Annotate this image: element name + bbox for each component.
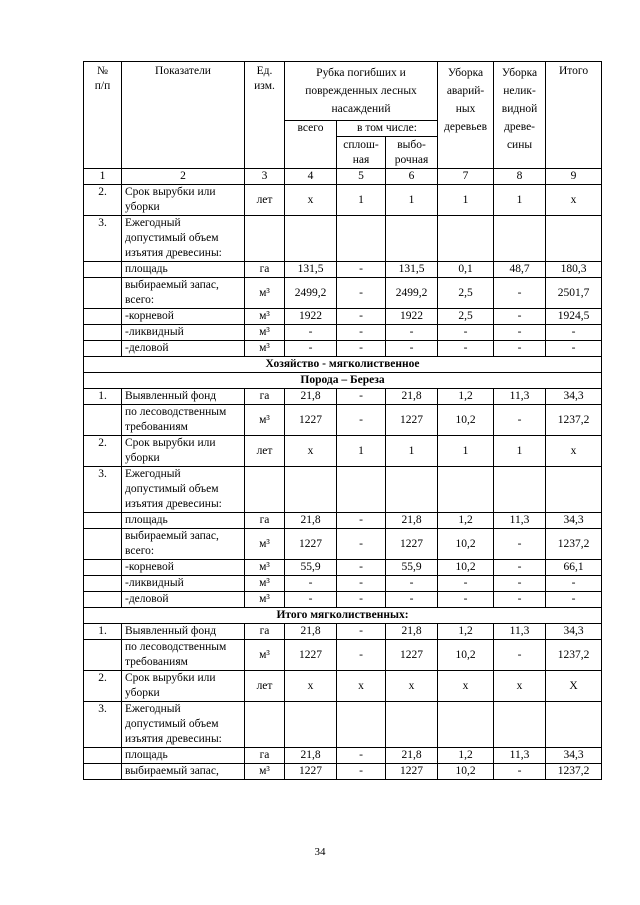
row-label: Выявленный фонд	[122, 389, 245, 405]
row-value: 34,3	[546, 513, 602, 529]
row-value: -	[494, 529, 546, 560]
table-row	[84, 278, 602, 309]
row-value: -	[494, 592, 546, 608]
row-value: 66,1	[546, 560, 602, 576]
row-unit	[245, 702, 285, 748]
row-label: выбираемый запас, всего:	[122, 529, 245, 560]
row-value	[386, 702, 438, 748]
row-label: -деловой	[122, 341, 245, 357]
col-clear-header: сплош-ная	[337, 137, 386, 169]
row-value	[494, 467, 546, 513]
row-unit	[245, 216, 285, 262]
row-unit: м³	[245, 576, 285, 592]
table-row	[84, 576, 602, 592]
row-number	[84, 405, 122, 436]
row-value: 1227	[285, 764, 337, 780]
row-unit: м³	[245, 278, 285, 309]
row-unit: га	[245, 748, 285, 764]
row-value: 1227	[386, 405, 438, 436]
row-value: 1922	[285, 309, 337, 325]
row-value: 11,3	[494, 624, 546, 640]
row-value: -	[337, 592, 386, 608]
row-value: 0,1	[438, 262, 494, 278]
row-value: х	[285, 671, 337, 702]
row-label: -корневой	[122, 309, 245, 325]
row-value: 2,5	[438, 309, 494, 325]
row-value: -	[337, 560, 386, 576]
row-value: 21,8	[285, 513, 337, 529]
row-value	[337, 216, 386, 262]
col-number-cell: 1	[84, 169, 122, 185]
col-incl-header: в том числе:	[337, 121, 438, 137]
row-value	[494, 216, 546, 262]
table-row	[84, 513, 602, 529]
row-value: 1,2	[438, 748, 494, 764]
table-row	[84, 309, 602, 325]
row-value: 10,2	[438, 640, 494, 671]
row-value: 1237,2	[546, 405, 602, 436]
table-row	[84, 640, 602, 671]
col-number-cell: 8	[494, 169, 546, 185]
row-value	[546, 702, 602, 748]
row-value: 21,8	[285, 624, 337, 640]
row-value: х	[438, 671, 494, 702]
row-number	[84, 309, 122, 325]
row-number: 2.	[84, 436, 122, 467]
col-emergency-header: Уборка аварий-ных деревьев	[438, 62, 494, 169]
row-value: -	[438, 576, 494, 592]
row-value: -	[546, 592, 602, 608]
row-value: 1,2	[438, 513, 494, 529]
row-number	[84, 764, 122, 780]
col-felling-header: Рубка погибших и поврежденных лесных насаждений	[285, 62, 438, 121]
row-unit: лет	[245, 185, 285, 216]
row-value: -	[337, 341, 386, 357]
page-number: 34	[314, 846, 326, 858]
row-value: -	[494, 278, 546, 309]
row-number: 3.	[84, 216, 122, 262]
row-value: 1	[438, 436, 494, 467]
row-value: 10,2	[438, 405, 494, 436]
row-unit: м³	[245, 341, 285, 357]
table-row	[84, 671, 602, 702]
row-value: 131,5	[285, 262, 337, 278]
row-number	[84, 576, 122, 592]
row-value: 1	[337, 436, 386, 467]
row-unit: м³	[245, 560, 285, 576]
row-unit: м³	[245, 309, 285, 325]
row-value: Х	[546, 671, 602, 702]
row-value: -	[337, 576, 386, 592]
row-value: 21,8	[386, 513, 438, 529]
row-value: 1227	[386, 529, 438, 560]
row-value: -	[337, 640, 386, 671]
row-number: 1.	[84, 624, 122, 640]
table-row	[84, 624, 602, 640]
row-value: 48,7	[494, 262, 546, 278]
table-row	[84, 262, 602, 278]
row-unit: м³	[245, 592, 285, 608]
row-value: 2499,2	[285, 278, 337, 309]
row-label: Ежегодный допустимый объем изъятия древесины:	[122, 467, 245, 513]
row-value: 1	[386, 436, 438, 467]
row-label: по лесоводственным требованиям	[122, 405, 245, 436]
row-value	[546, 467, 602, 513]
row-value: -	[337, 764, 386, 780]
row-value: -	[494, 640, 546, 671]
col-number-cell: 3	[245, 169, 285, 185]
row-value	[438, 467, 494, 513]
row-value: 34,3	[546, 748, 602, 764]
row-value: 1,2	[438, 389, 494, 405]
row-value: -	[386, 341, 438, 357]
row-value: -	[337, 278, 386, 309]
table-row	[84, 592, 602, 608]
row-value: 2,5	[438, 278, 494, 309]
col-number-cell: 9	[546, 169, 602, 185]
row-value: х	[337, 671, 386, 702]
row-unit: м³	[245, 405, 285, 436]
row-value: -	[337, 309, 386, 325]
row-label: площадь	[122, 748, 245, 764]
row-value: -	[494, 325, 546, 341]
row-value: 10,2	[438, 529, 494, 560]
row-unit: м³	[245, 764, 285, 780]
col-selective-header: выбо-рочная	[386, 137, 438, 169]
row-label: Срок вырубки или уборки	[122, 185, 245, 216]
row-value	[386, 467, 438, 513]
row-label: выбираемый запас, всего:	[122, 278, 245, 309]
col-all-header: всего	[285, 121, 337, 169]
row-value	[285, 702, 337, 748]
row-unit: м³	[245, 325, 285, 341]
row-value: -	[494, 341, 546, 357]
row-number: 2.	[84, 185, 122, 216]
row-value: -	[386, 325, 438, 341]
row-value	[285, 467, 337, 513]
forest-table	[83, 61, 602, 780]
row-value: 1227	[285, 529, 337, 560]
col-number-cell: 2	[122, 169, 245, 185]
row-value	[337, 702, 386, 748]
row-unit: лет	[245, 671, 285, 702]
row-value: 55,9	[386, 560, 438, 576]
row-number	[84, 592, 122, 608]
col-indicators-header: Показатели	[122, 62, 245, 169]
row-value: 1227	[285, 640, 337, 671]
row-value: 1	[386, 185, 438, 216]
col-illiquid-header: Уборка нелик-видной древе-сины	[494, 62, 546, 169]
row-value	[386, 216, 438, 262]
row-value: -	[494, 309, 546, 325]
row-number: 2.	[84, 671, 122, 702]
row-value: -	[546, 576, 602, 592]
row-value: -	[386, 576, 438, 592]
table-row	[84, 764, 602, 780]
row-value: 10,2	[438, 560, 494, 576]
col-number-cell: 5	[337, 169, 386, 185]
row-value: х	[386, 671, 438, 702]
row-value: -	[285, 592, 337, 608]
table-row	[84, 405, 602, 436]
row-value: 21,8	[285, 389, 337, 405]
row-label: -деловой	[122, 592, 245, 608]
table-row	[84, 185, 602, 216]
row-value: 55,9	[285, 560, 337, 576]
row-value: х	[494, 671, 546, 702]
table-row	[84, 702, 602, 748]
row-value: 21,8	[386, 389, 438, 405]
table-row	[84, 560, 602, 576]
row-label: площадь	[122, 513, 245, 529]
row-value: 180,3	[546, 262, 602, 278]
row-unit: га	[245, 389, 285, 405]
row-label: площадь	[122, 262, 245, 278]
row-value: -	[337, 405, 386, 436]
row-number	[84, 560, 122, 576]
row-value: 1	[494, 185, 546, 216]
row-unit	[245, 467, 285, 513]
col-number-cell: 7	[438, 169, 494, 185]
row-label: -ликвидный	[122, 576, 245, 592]
row-number	[84, 748, 122, 764]
row-number	[84, 262, 122, 278]
row-label: Ежегодный допустимый объем изъятия древесины:	[122, 702, 245, 748]
row-value: 2501,7	[546, 278, 602, 309]
row-label: по лесоводственным требованиям	[122, 640, 245, 671]
row-value: -	[337, 325, 386, 341]
section-heading: Хозяйство - мягколиственное	[84, 357, 602, 373]
row-number	[84, 278, 122, 309]
row-value: 1922	[386, 309, 438, 325]
row-value	[285, 216, 337, 262]
row-value	[337, 467, 386, 513]
row-value: -	[494, 764, 546, 780]
row-unit: м³	[245, 529, 285, 560]
row-number	[84, 513, 122, 529]
row-value: 1237,2	[546, 529, 602, 560]
row-value: х	[546, 185, 602, 216]
col-total-header: Итого	[546, 62, 602, 169]
table-row	[84, 325, 602, 341]
table-row	[84, 216, 602, 262]
row-value: -	[285, 576, 337, 592]
row-unit: га	[245, 262, 285, 278]
row-value: -	[546, 325, 602, 341]
row-value: -	[494, 405, 546, 436]
row-unit: га	[245, 513, 285, 529]
row-label: Срок вырубки или уборки	[122, 671, 245, 702]
row-label: Ежегодный допустимый объем изъятия древесины:	[122, 216, 245, 262]
row-value: -	[546, 341, 602, 357]
row-value: 131,5	[386, 262, 438, 278]
row-label: Выявленный фонд	[122, 624, 245, 640]
row-value: 11,3	[494, 389, 546, 405]
row-value: 1	[438, 185, 494, 216]
row-value: -	[337, 624, 386, 640]
row-number	[84, 529, 122, 560]
table-row	[84, 436, 602, 467]
row-value: 34,3	[546, 389, 602, 405]
row-value: 10,2	[438, 764, 494, 780]
row-value	[546, 216, 602, 262]
col-number-cell: 4	[285, 169, 337, 185]
row-value: х	[546, 436, 602, 467]
row-unit: лет	[245, 436, 285, 467]
row-value: -	[337, 389, 386, 405]
row-value	[494, 702, 546, 748]
row-value: 1,2	[438, 624, 494, 640]
row-number: 1.	[84, 389, 122, 405]
row-value: 1227	[386, 764, 438, 780]
row-value: -	[337, 513, 386, 529]
row-value	[438, 702, 494, 748]
row-value: 2499,2	[386, 278, 438, 309]
row-label: -ликвидный	[122, 325, 245, 341]
row-unit: га	[245, 624, 285, 640]
row-number	[84, 640, 122, 671]
table-row	[84, 529, 602, 560]
row-value: х	[285, 185, 337, 216]
row-value: -	[337, 529, 386, 560]
row-value: -	[438, 341, 494, 357]
row-value: -	[494, 576, 546, 592]
table-row	[84, 467, 602, 513]
row-value: 1237,2	[546, 640, 602, 671]
row-value: 21,8	[285, 748, 337, 764]
row-value: 1924,5	[546, 309, 602, 325]
table-row	[84, 341, 602, 357]
row-value: -	[386, 592, 438, 608]
row-value: х	[285, 436, 337, 467]
row-unit: м³	[245, 640, 285, 671]
col-number-cell: 6	[386, 169, 438, 185]
row-value: 21,8	[386, 748, 438, 764]
col-unit-header: Ед. изм.	[245, 62, 285, 169]
row-number: 3.	[84, 702, 122, 748]
row-value: 11,3	[494, 748, 546, 764]
row-number	[84, 341, 122, 357]
row-value: 21,8	[386, 624, 438, 640]
row-value: 11,3	[494, 513, 546, 529]
row-value: 1227	[386, 640, 438, 671]
row-value: -	[494, 560, 546, 576]
row-value: -	[285, 341, 337, 357]
row-label: Срок вырубки или уборки	[122, 436, 245, 467]
row-value: 1227	[285, 405, 337, 436]
row-value: -	[337, 262, 386, 278]
row-value: -	[438, 325, 494, 341]
row-value: 1	[337, 185, 386, 216]
row-value: 1	[494, 436, 546, 467]
row-label: -корневой	[122, 560, 245, 576]
row-number: 3.	[84, 467, 122, 513]
row-value	[438, 216, 494, 262]
row-value: -	[337, 748, 386, 764]
section-heading: Итого мягколиственных:	[84, 608, 602, 624]
row-value: -	[438, 592, 494, 608]
row-value: 1237,2	[546, 764, 602, 780]
row-value: 34,3	[546, 624, 602, 640]
section-heading: Порода – Береза	[84, 373, 602, 389]
row-number	[84, 325, 122, 341]
row-label: выбираемый запас,	[122, 764, 245, 780]
row-value: -	[285, 325, 337, 341]
table-row	[84, 748, 602, 764]
table-row	[84, 389, 602, 405]
col-num-header: № п/п	[84, 62, 122, 169]
